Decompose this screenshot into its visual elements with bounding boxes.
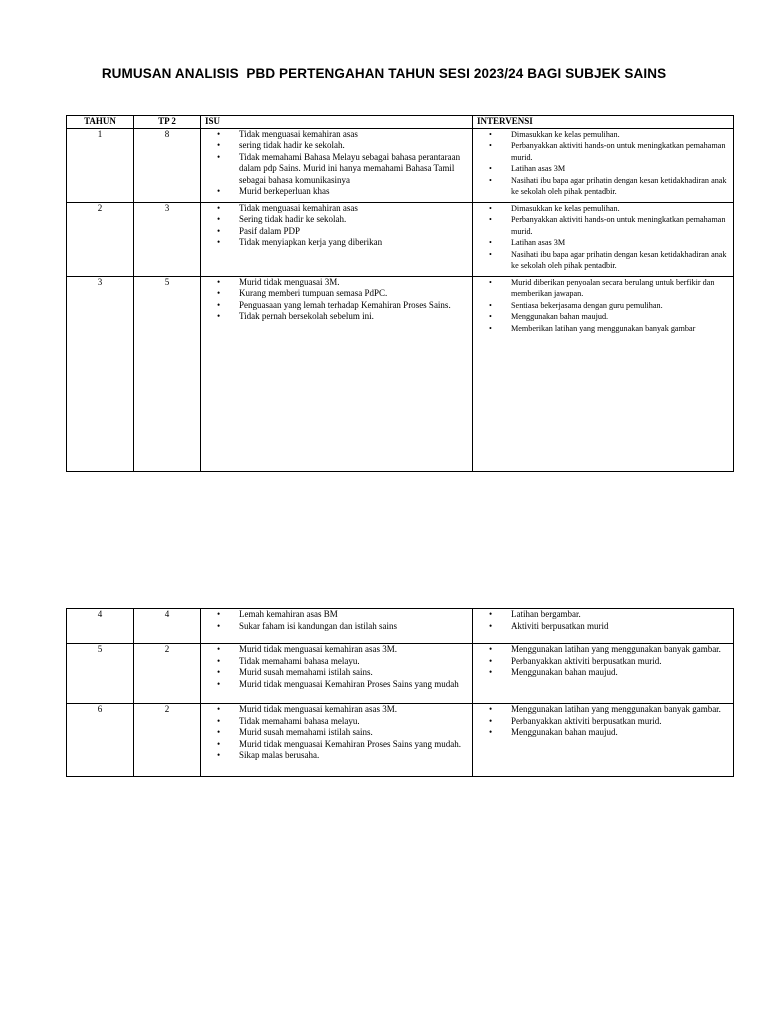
tahun-cell: 4: [67, 609, 134, 644]
tahun-cell: 6: [67, 704, 134, 777]
intervensi-item: • Nasihati ibu bapa agar prihatin dengan kesan ketidakhadiran anak ke sekolah oleh pihak pentadbir.: [511, 249, 731, 272]
intervensi-cell: [473, 276, 734, 471]
header-tp: TP 2: [134, 116, 201, 129]
isu-item: • Murid tidak menguasai kemahiran asas 3M.: [239, 704, 470, 716]
intervensi-item: • Menggunakan bahan maujud.: [511, 311, 731, 323]
intervensi-item: • Latihan bergambar.: [511, 609, 731, 621]
intervensi-list: [475, 704, 731, 739]
tahun-cell: 5: [67, 644, 134, 704]
intervensi-item: • Perbanyakkan aktiviti berpusatkan murid.: [511, 656, 731, 668]
analysis-table-2: [66, 608, 734, 777]
isu-item: • Murid tidak menguasai 3M.: [239, 277, 470, 289]
isu-list: [203, 129, 470, 198]
tp-cell: 3: [134, 202, 201, 276]
table-header-row: [67, 116, 734, 129]
isu-item: • sering tidak hadir ke sekolah.: [239, 140, 470, 152]
intervensi-list: [475, 203, 731, 272]
isu-item: • Tidak menguasai kemahiran asas: [239, 203, 470, 215]
intervensi-cell: [473, 202, 734, 276]
isu-item: • Tidak memahami Bahasa Melayu sebagai bahasa perantaraan dalam pdp Sains. Murid ini hanya memahami Bahasa Tamil sebagai bahasa komunikasinya: [239, 152, 470, 187]
intervensi-item: • Memberikan latihan yang menggunakan banyak gambar: [511, 323, 731, 335]
isu-item: • Penguasaan yang lemah terhadap Kemahiran Proses Sains.: [239, 300, 470, 312]
intervensi-item: • Perbanyakkan aktiviti berpusatkan murid.: [511, 716, 731, 728]
isu-item: • Murid tidak menguasai kemahiran asas 3M.: [239, 644, 470, 656]
table-row: [67, 276, 734, 471]
isu-list: [203, 704, 470, 762]
isu-item: • Tidak pernah bersekolah sebelum ini.: [239, 311, 470, 323]
intervensi-item: • Menggunakan bahan maujud.: [511, 667, 731, 679]
intervensi-list: [475, 129, 731, 198]
intervensi-item: • Menggunakan bahan maujud.: [511, 727, 731, 739]
intervensi-cell: [473, 128, 734, 202]
intervensi-item: • Menggunakan latihan yang menggunakan banyak gambar.: [511, 644, 731, 656]
isu-item: • Sikap malas berusaha.: [239, 750, 470, 762]
tp-cell: 2: [134, 704, 201, 777]
isu-list: [203, 277, 470, 323]
intervensi-item: • Dimasukkan ke kelas pemulihan.: [511, 129, 731, 141]
analysis-table-1: [66, 115, 734, 472]
isu-item: • Lemah kemahiran asas BM: [239, 609, 470, 621]
intervensi-item: • Perbanyakkan aktiviti hands-on untuk meningkatkan pemahaman murid.: [511, 214, 731, 237]
isu-item: • Tidak menyiapkan kerja yang diberikan: [239, 237, 470, 249]
isu-list: [203, 609, 470, 632]
isu-cell: [201, 644, 473, 704]
isu-cell: [201, 609, 473, 644]
isu-item: • Sukar faham isi kandungan dan istilah sains: [239, 621, 470, 633]
table-row: [67, 609, 734, 644]
intervensi-item: • Aktiviti berpusatkan murid: [511, 621, 731, 633]
header-tahun: TAHUN: [67, 116, 134, 129]
isu-cell: [201, 202, 473, 276]
isu-item: • Sering tidak hadir ke sekolah.: [239, 214, 470, 226]
intervensi-item: • Sentiasa bekerjasama dengan guru pemulihan.: [511, 300, 731, 312]
intervensi-item: • Perbanyakkan aktiviti hands-on untuk meningkatkan pemahaman murid.: [511, 140, 731, 163]
intervensi-item: • Murid diberikan penyoalan secara berulang untuk berfikir dan memberikan jawapan.: [511, 277, 731, 300]
isu-list: [203, 644, 470, 690]
table-row: [67, 644, 734, 704]
intervensi-item: • Dimasukkan ke kelas pemulihan.: [511, 203, 731, 215]
intervensi-item: • Latihan asas 3M: [511, 163, 731, 175]
isu-cell: [201, 704, 473, 777]
isu-item: • Pasif dalam PDP: [239, 226, 470, 238]
page-title: RUMUSAN ANALISIS PBD PERTENGAHAN TAHUN SESI 2023/24 BAGI SUBJEK SAINS: [101, 66, 667, 81]
table-row: [67, 202, 734, 276]
isu-item: • Tidak menguasai kemahiran asas: [239, 129, 470, 141]
isu-item: • Murid berkeperluan khas: [239, 186, 470, 198]
isu-cell: [201, 128, 473, 202]
isu-cell: [201, 276, 473, 471]
tp-cell: 8: [134, 128, 201, 202]
isu-item: • Murid tidak menguasai Kemahiran Proses Sains yang mudah.: [239, 739, 470, 751]
intervensi-list: [475, 609, 731, 632]
intervensi-list: [475, 644, 731, 679]
tahun-cell: 3: [67, 276, 134, 471]
intervensi-cell: [473, 704, 734, 777]
tahun-cell: 1: [67, 128, 134, 202]
intervensi-cell: [473, 609, 734, 644]
isu-list: [203, 203, 470, 249]
intervensi-cell: [473, 644, 734, 704]
table-row: [67, 128, 734, 202]
isu-item: • Murid susah memahami istilah sains.: [239, 667, 470, 679]
isu-item: • Tidak memahami bahasa melayu.: [239, 716, 470, 728]
tahun-cell: 2: [67, 202, 134, 276]
isu-item: • Murid susah memahami istilah sains.: [239, 727, 470, 739]
tp-cell: 4: [134, 609, 201, 644]
tp-cell: 2: [134, 644, 201, 704]
isu-item: • Tidak memahami bahasa melayu.: [239, 656, 470, 668]
tp-cell: 5: [134, 276, 201, 471]
intervensi-item: • Nasihati ibu bapa agar prihatin dengan kesan ketidakhadiran anak ke sekolah oleh pihak pentadbir.: [511, 175, 731, 198]
isu-item: • Kurang memberi tumpuan semasa PdPC.: [239, 288, 470, 300]
table-row: [67, 704, 734, 777]
intervensi-list: [475, 277, 731, 335]
intervensi-item: • Menggunakan latihan yang menggunakan banyak gambar.: [511, 704, 731, 716]
header-isu: ISU: [201, 116, 473, 129]
intervensi-item: • Latihan asas 3M: [511, 237, 731, 249]
isu-item: • Murid tidak menguasai Kemahiran Proses Sains yang mudah: [239, 679, 470, 691]
header-intervensi: INTERVENSI: [473, 116, 734, 129]
